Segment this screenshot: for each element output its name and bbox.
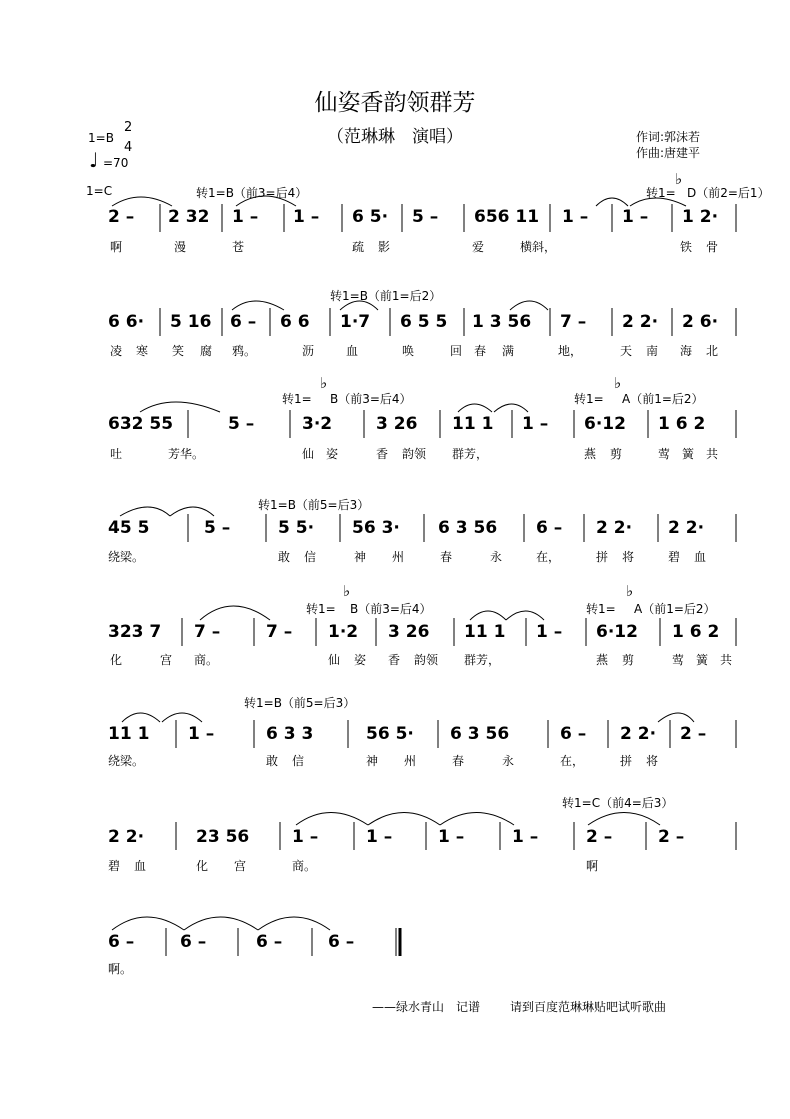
lyric: 商。 <box>194 653 219 667</box>
measure: 2 2· <box>622 312 659 332</box>
lyric: 碧 <box>108 859 121 873</box>
measure: 6 – <box>328 932 355 952</box>
lyric: 南 <box>646 344 659 358</box>
listen-note: 请到百度范琳琳贴吧试听歌曲 <box>510 1000 667 1014</box>
measure: 45 5 <box>108 518 150 538</box>
measure: 6 – <box>180 932 207 952</box>
lyric: 莺 <box>672 653 685 667</box>
measure: 1 – <box>292 827 319 847</box>
measure: 1 – <box>622 207 649 227</box>
modulation-annotation: 转1=B（前5=后3） <box>258 498 370 512</box>
lyric: 拼 <box>620 754 633 768</box>
lyric: 鸦。 <box>232 344 257 358</box>
lyric: 簧 <box>696 653 709 667</box>
lyric: 宫 <box>234 859 247 873</box>
modulation-annotation: A（前1=后2） <box>622 392 704 406</box>
lyric: 啊 <box>586 859 599 873</box>
lyric: 燕 <box>596 653 609 667</box>
lyric: 拼 <box>596 550 609 564</box>
measure: 1 – <box>536 622 563 642</box>
lyric: 群芳， <box>452 447 489 461</box>
modulation-annotation: B（前3=后4） <box>350 602 432 616</box>
key-mark: 1=C <box>86 184 113 198</box>
lyric: 春 <box>440 550 453 564</box>
lyric: 回 <box>450 344 463 358</box>
measure: 7 – <box>194 622 221 642</box>
measure: 1·7 <box>340 312 371 332</box>
lyricist-credit: 作词:郭沫若 <box>636 130 701 144</box>
flat-icon: ♭ <box>614 374 622 392</box>
page-title: 仙姿香韵领群芳 <box>314 90 476 116</box>
measure: 6 – <box>256 932 283 952</box>
tempo-marking: =70 <box>103 156 129 170</box>
lyric: 神 <box>354 550 367 564</box>
measure: 2 2· <box>668 518 705 538</box>
measure: 323 7 <box>108 622 162 642</box>
lyric: 燕 <box>584 447 597 461</box>
measure: 2 6· <box>682 312 719 332</box>
lyric: 敢 <box>278 550 291 564</box>
lyric: 共 <box>706 447 719 461</box>
lyric: 商。 <box>292 859 317 873</box>
measure: 1 3 56 <box>472 312 532 332</box>
lyric: 信 <box>304 550 317 564</box>
measure: 3·2 <box>302 414 333 434</box>
measure: 1 – <box>438 827 465 847</box>
measure: 7 – <box>266 622 293 642</box>
measure: 1 – <box>232 207 259 227</box>
measure: 1 – <box>366 827 393 847</box>
lyric: 宫 <box>160 653 173 667</box>
lyric: 苍 <box>232 240 245 254</box>
singer-subtitle: （范琳琳 演唱） <box>327 127 463 147</box>
lyric: 腐 <box>200 344 213 358</box>
measure: 5 – <box>228 414 255 434</box>
measure: 6 – <box>108 932 135 952</box>
lyric: 剪 <box>622 653 635 667</box>
measure: 5 5· <box>278 518 315 538</box>
modulation-annotation: 转1=C（前4=后3） <box>562 796 674 810</box>
lyric: 韵领 <box>402 447 427 461</box>
bar-lines <box>160 204 736 956</box>
flat-icon: ♭ <box>626 582 634 600</box>
lyric: 地， <box>558 344 583 358</box>
measure: 2 – <box>658 827 685 847</box>
slurs <box>112 196 694 930</box>
lyric: 在， <box>536 550 561 564</box>
measure: 1 – <box>562 207 589 227</box>
lyric: 将 <box>622 550 635 564</box>
lyric: 化 <box>110 653 123 667</box>
measure: 1 – <box>188 724 215 744</box>
lyric: 神 <box>366 754 379 768</box>
lyric: 州 <box>404 754 417 768</box>
measure: 56 5· <box>366 724 414 744</box>
lyric: 春 <box>474 344 487 358</box>
flat-icon: ♭ <box>343 582 351 600</box>
measure: 6 – <box>560 724 587 744</box>
lyric: 仙 <box>328 653 341 667</box>
measure: 6 6 <box>280 312 310 332</box>
time-signature-bottom: 4 <box>124 140 133 155</box>
measure: 2 2· <box>620 724 657 744</box>
measure: 3 26 <box>376 414 418 434</box>
lyric: 吐 <box>110 447 123 461</box>
lyric: 碧 <box>668 550 681 564</box>
lyric: 北 <box>706 344 719 358</box>
measure: 1 – <box>512 827 539 847</box>
lyric: 影 <box>378 240 391 254</box>
modulation-annotation: 转1=B（前3=后4） <box>196 186 308 200</box>
lyric: 啊。 <box>108 962 133 976</box>
modulation-annotation: 转1= <box>586 602 616 616</box>
lyric: 漫 <box>174 240 187 254</box>
measure: 6·12 <box>584 414 626 434</box>
measure: 6·12 <box>596 622 638 642</box>
lyric: 横斜， <box>520 240 557 254</box>
measure: 2 2· <box>108 827 145 847</box>
flat-icon: ♭ <box>675 170 683 188</box>
measure: 11 1 <box>108 724 150 744</box>
lyric: 铁 <box>680 240 693 254</box>
modulation-annotation: B（前3=后4） <box>330 392 412 406</box>
measure: 2 32 <box>168 207 210 227</box>
lyric: 沥 <box>302 344 315 358</box>
lyric: 芳华。 <box>168 447 205 461</box>
lyric: 剪 <box>610 447 623 461</box>
lyric: 敢 <box>266 754 279 768</box>
lyric: 绕梁。 <box>108 550 145 564</box>
measure: 1·2 <box>328 622 359 642</box>
lyric: 州 <box>392 550 405 564</box>
measure: 2 – <box>108 207 135 227</box>
lyric: 姿 <box>354 653 367 667</box>
lyric: 爱 <box>472 240 485 254</box>
lyric: 疏 <box>352 240 365 254</box>
measure: 6 3 3 <box>266 724 314 744</box>
lyric: 春 <box>452 754 465 768</box>
lyric: 唤 <box>402 344 415 358</box>
lyric: 将 <box>646 754 659 768</box>
measure: 6 – <box>536 518 563 538</box>
measure: 2 – <box>586 827 613 847</box>
measure: 656 11 <box>474 207 540 227</box>
measure: 6 3 56 <box>450 724 510 744</box>
modulation-annotation: 转1= <box>646 186 676 200</box>
measure: 2 2· <box>596 518 633 538</box>
lyric: 永 <box>502 754 515 768</box>
lyric: 在， <box>560 754 585 768</box>
measure: 632 55 <box>108 414 174 434</box>
measure: 11 1 <box>452 414 494 434</box>
modulation-annotation: D（前2=后1） <box>687 186 770 200</box>
lyric: 化 <box>196 859 209 873</box>
measure: 6 5 5 <box>400 312 448 332</box>
lyric: 天 <box>620 344 633 358</box>
modulation-annotation: 转1=B（前5=后3） <box>244 696 356 710</box>
modulation-annotation: 转1= <box>574 392 604 406</box>
measure: 6 3 56 <box>438 518 498 538</box>
quarter-note-icon: ♩ <box>89 148 99 172</box>
modulation-annotation: 转1= <box>306 602 336 616</box>
measure: 6 5· <box>352 207 389 227</box>
measure: 5 – <box>204 518 231 538</box>
measure: 2 – <box>680 724 707 744</box>
time-signature-top: 2 <box>124 120 133 135</box>
lyric: 血 <box>134 859 147 873</box>
lyric: 韵领 <box>414 653 439 667</box>
key-signature: 1=B <box>88 131 114 145</box>
lyric: 寒 <box>136 344 149 358</box>
lyric: 群芳， <box>464 653 501 667</box>
lyric: 姿 <box>326 447 339 461</box>
lyric: 信 <box>292 754 305 768</box>
measure: 23 56 <box>196 827 250 847</box>
lyric: 绕梁。 <box>108 754 145 768</box>
measure: 6 – <box>230 312 257 332</box>
measure: 11 1 <box>464 622 506 642</box>
measure: 1 2· <box>682 207 719 227</box>
lyric: 共 <box>720 653 733 667</box>
measure: 56 3· <box>352 518 400 538</box>
lyric: 永 <box>490 550 503 564</box>
measure: 7 – <box>560 312 587 332</box>
lyric: 血 <box>346 344 359 358</box>
lyric: 骨 <box>706 240 719 254</box>
modulation-annotation: A（前1=后2） <box>634 602 716 616</box>
measure: 5 – <box>412 207 439 227</box>
measure: 1 – <box>293 207 320 227</box>
lyric: 香 <box>376 447 389 461</box>
lyric: 血 <box>694 550 707 564</box>
lyric: 莺 <box>658 447 671 461</box>
modulation-annotation: 转1= <box>282 392 312 406</box>
measure: 1 – <box>522 414 549 434</box>
measure: 1 6 2 <box>672 622 720 642</box>
measure: 3 26 <box>388 622 430 642</box>
lyric: 啊 <box>110 240 123 254</box>
measure: 1 6 2 <box>658 414 706 434</box>
transcriber-credit: ——绿水青山 记谱 <box>372 1000 481 1014</box>
lyric: 凌 <box>110 344 123 358</box>
lyric: 海 <box>680 344 693 358</box>
composer-credit: 作曲:唐建平 <box>636 146 701 160</box>
measure: 6 6· <box>108 312 145 332</box>
lyric: 簧 <box>682 447 695 461</box>
lyric: 仙 <box>302 447 315 461</box>
flat-icon: ♭ <box>320 374 328 392</box>
lyric: 笑 <box>172 344 185 358</box>
lyric: 香 <box>388 653 401 667</box>
lyric: 满 <box>502 344 515 358</box>
modulation-annotation: 转1=B（前1=后2） <box>330 289 442 303</box>
measure: 5 16 <box>170 312 212 332</box>
